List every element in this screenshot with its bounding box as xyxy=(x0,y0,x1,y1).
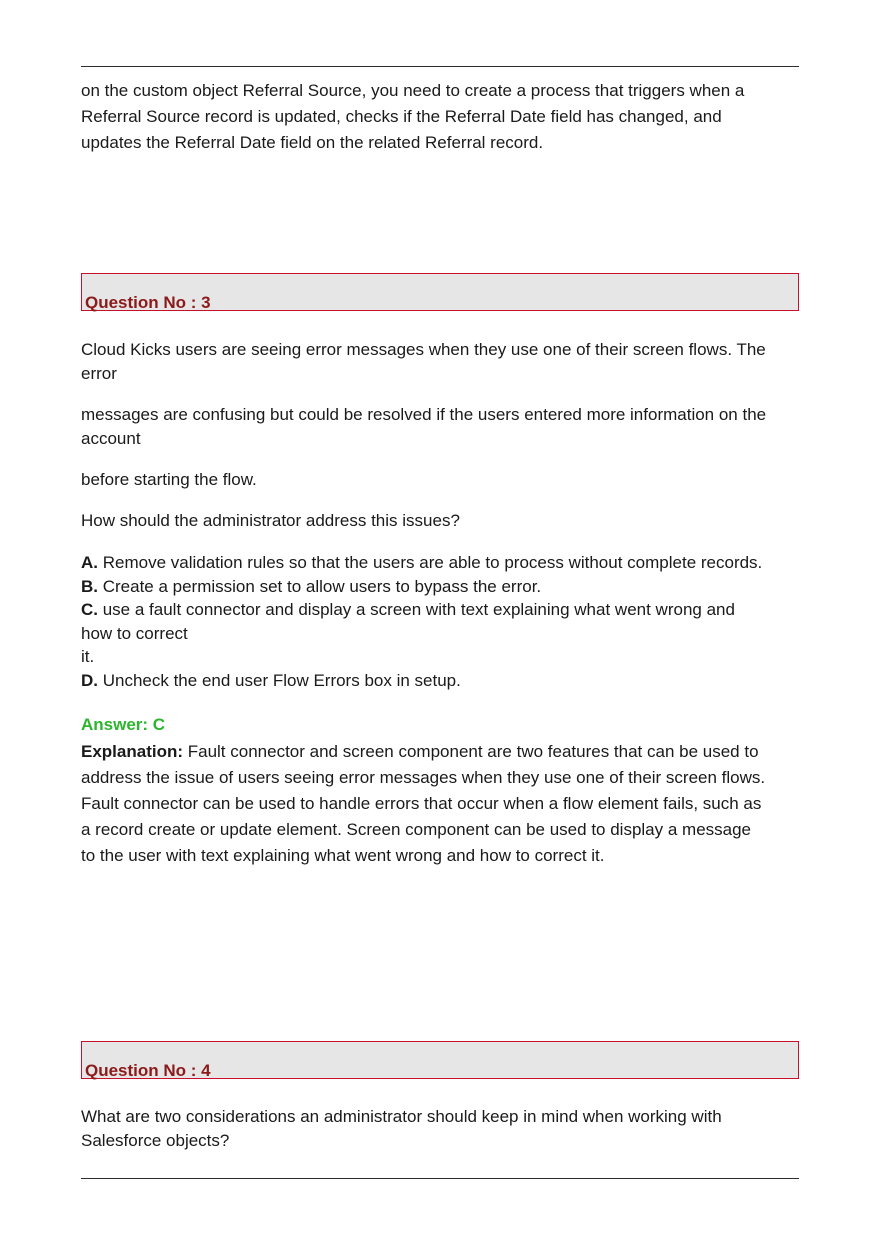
q3-stem-line: error xyxy=(81,364,117,383)
option-letter: A. xyxy=(81,553,98,572)
q3-stem-line: messages are confusing but could be resolved if the users entered more information on the xyxy=(81,405,767,424)
q3-prompt-text: How should the administrator address this issues? xyxy=(81,511,460,530)
question-4-title: Question No : 4 xyxy=(85,1061,211,1080)
option-c xyxy=(81,598,801,622)
q3-stem-part2 xyxy=(81,403,801,451)
q4-stem-line: Salesforce objects? xyxy=(81,1131,230,1150)
explanation-label: Explanation: xyxy=(81,742,184,761)
answer-label: Answer: C xyxy=(81,715,166,734)
q3-answer xyxy=(81,712,801,738)
intro-line: Referral Source record is updated, checks if the Referral Date field has changed, and xyxy=(81,107,722,126)
explanation-line: address the issue of users seeing error messages when they use one of their screen flows. xyxy=(81,768,766,787)
option-text: use a fault connector and display a screen with text explaining what went wrong and xyxy=(98,600,735,619)
option-letter: D. xyxy=(81,670,98,690)
option-c-continuation: it. xyxy=(81,647,95,666)
explanation-line: to the user with text explaining what went wrong and how to correct it. xyxy=(81,846,605,865)
option-b xyxy=(81,575,801,599)
q4-stem-line: What are two considerations an administrator should keep in mind when working with xyxy=(81,1107,722,1126)
bottom-rule xyxy=(81,1178,799,1179)
q3-stem-line: before starting the flow. xyxy=(81,470,257,489)
question-3-title: Question No : 3 xyxy=(85,293,211,312)
option-text: Uncheck the end user Flow Errors box in setup. xyxy=(98,670,461,690)
q3-options xyxy=(81,551,801,692)
top-rule xyxy=(81,66,799,67)
option-a xyxy=(81,551,801,575)
question-4-header xyxy=(81,1041,799,1079)
option-text: Create a permission set to allow users to bypass the error. xyxy=(98,576,542,596)
explanation-line: a record create or update element. Screen component can be used to display a message xyxy=(81,820,752,839)
option-c-continuation: how to correct xyxy=(81,623,188,643)
intro-line: updates the Referral Date field on the related Referral record. xyxy=(81,133,544,152)
intro-paragraph xyxy=(81,78,801,156)
intro-line: on the custom object Referral Source, you need to create a process that triggers when a xyxy=(81,81,745,100)
q3-stem-line: Cloud Kicks users are seeing error messages when they use one of their screen flows. The xyxy=(81,340,766,359)
option-text: Remove validation rules so that the users are able to process without complete records. xyxy=(98,553,763,572)
q3-explanation xyxy=(81,739,801,869)
question-3-header xyxy=(81,273,799,311)
option-letter: B. xyxy=(81,576,98,596)
explanation-line: Fault connector can be used to handle errors that occur when a flow element fails, such as xyxy=(81,794,762,813)
q3-prompt xyxy=(81,509,801,533)
option-letter: C. xyxy=(81,600,98,619)
option-d xyxy=(81,669,801,693)
q3-stem-part3 xyxy=(81,468,801,492)
q3-stem-part1 xyxy=(81,338,801,386)
explanation-line: Fault connector and screen component are two features that can be used to xyxy=(183,742,759,761)
q3-stem-line: account xyxy=(81,429,141,448)
q4-stem xyxy=(81,1105,801,1153)
